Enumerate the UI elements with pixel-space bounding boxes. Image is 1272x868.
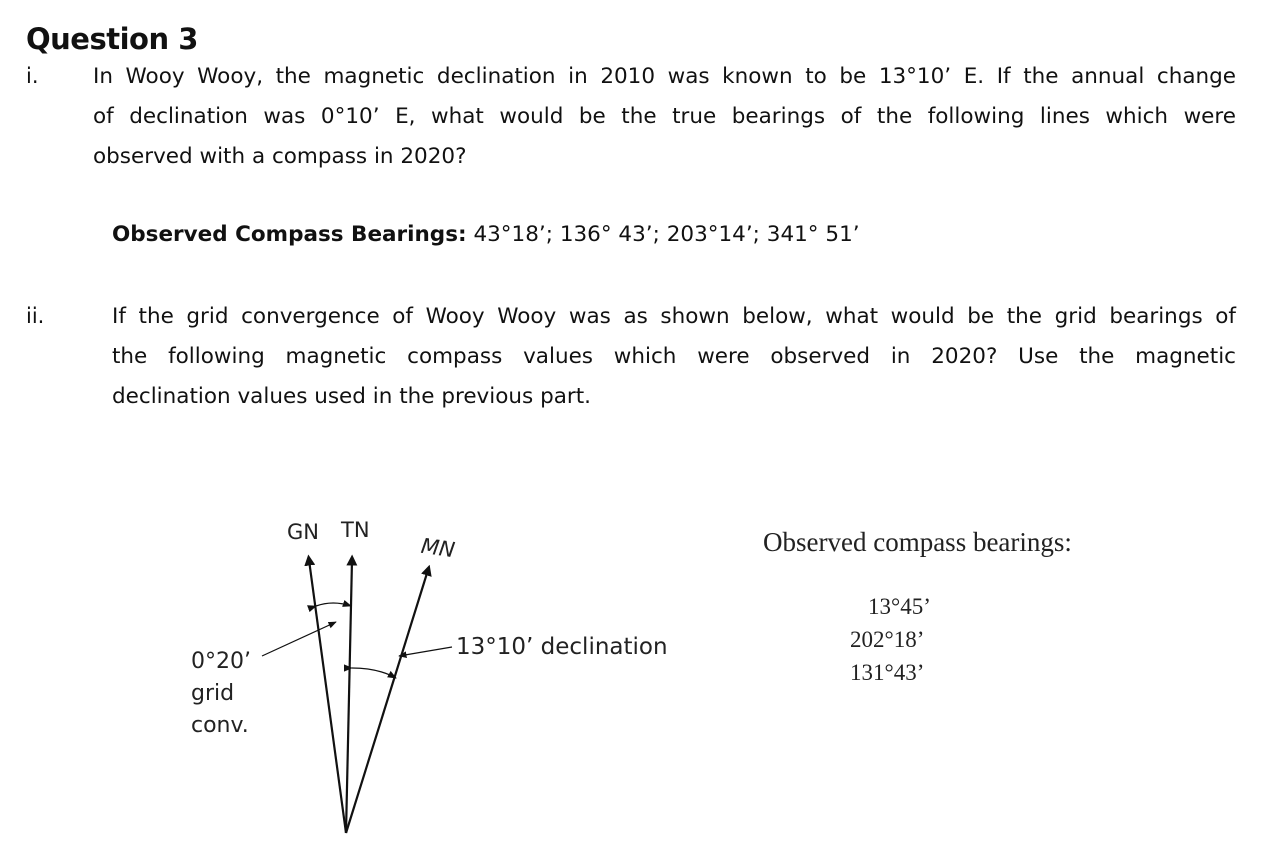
declination-arc — [352, 668, 396, 678]
tn-label: TN — [341, 518, 370, 542]
gn-line — [309, 560, 346, 833]
part-i-number: i. — [26, 64, 39, 88]
mn-line — [346, 570, 428, 833]
convergence-word-grid: grid — [191, 681, 235, 706]
part-ii-line-2: the following magnetic compass values which were observed in 2020? Use the magnetic — [112, 344, 1236, 369]
gn-label: GN — [287, 520, 319, 544]
part-i-line-3: observed with a compass in 2020? — [93, 144, 467, 169]
question-title: Question 3 — [26, 22, 198, 56]
part-ii-line-1: If the grid convergence of Wooy Wooy was as shown below, what would be the grid bearings of — [112, 304, 1236, 329]
bearing-value-2: 202°18’ — [850, 627, 925, 652]
part-i-line-1: In Wooy Wooy, the magnetic declination in 2010 was known to be 13°10’ E. If the annual change — [93, 64, 1236, 89]
bearing-value-1: 13°45’ — [868, 594, 931, 619]
part-ii-line-3: declination values used in the previous part. — [112, 384, 591, 409]
part-ii-number: ii. — [26, 304, 45, 328]
convergence-arc — [316, 603, 351, 606]
convergence-value: 0°20’ — [191, 649, 251, 674]
declination-leader — [399, 647, 452, 656]
mn-label: MN — [419, 533, 457, 563]
part-i-line-2: of declination was 0°10’ E, what would be the true bearings of the following lines which were — [93, 104, 1236, 129]
bearing-value-3: 131°43’ — [850, 660, 925, 685]
tn-line — [346, 560, 352, 833]
observed-bearings-label: Observed Compass Bearings: — [112, 222, 467, 247]
convergence-leader — [262, 622, 336, 656]
bearings-heading: Observed compass bearings: — [763, 527, 1072, 557]
convergence-word-conv: conv. — [191, 713, 249, 738]
observed-bearings-values: 43°18’; 136° 43’; 203°14’; 341° 51’ — [473, 222, 860, 247]
declination-label: 13°10’ declination — [456, 634, 668, 660]
